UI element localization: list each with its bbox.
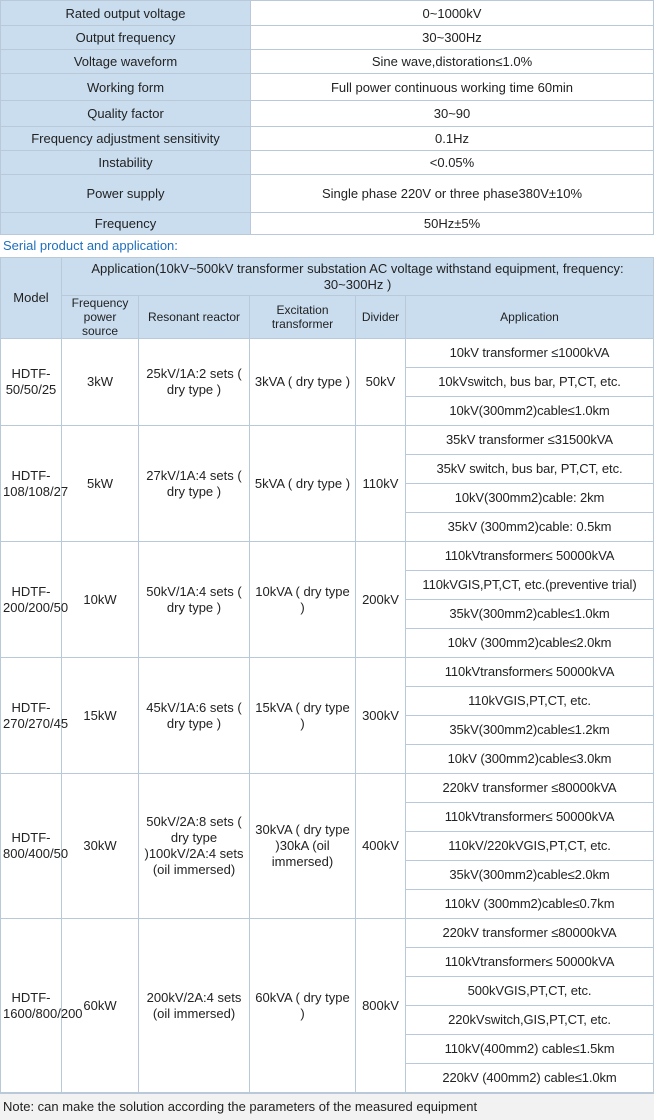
spec-value: Sine wave,distoration≤1.0% <box>251 50 654 74</box>
application-cell: 110kVtransformer≤ 50000kVA <box>406 948 654 977</box>
divider-cell: 400kV <box>356 774 406 919</box>
table-row <box>1 426 654 455</box>
model-cell: HDTF-270/270/45 <box>1 658 62 774</box>
power-source-header: Frequency power source <box>62 296 139 339</box>
application-cell: 35kV (300mm2)cable: 0.5km <box>406 513 654 542</box>
spec-row <box>1 26 654 50</box>
application-cell: 35kV(300mm2)cable≤1.2km <box>406 716 654 745</box>
spec-row <box>1 151 654 175</box>
application-cell: 10kVswitch, bus bar, PT,CT, etc. <box>406 368 654 397</box>
application-cell: 35kV(300mm2)cable≤1.0km <box>406 600 654 629</box>
reactor-cell: 25kV/1A:2 sets ( dry type ) <box>139 339 250 426</box>
header-row-group <box>1 258 654 296</box>
application-cell: 500kVGIS,PT,CT, etc. <box>406 977 654 1006</box>
note: Note: can make the solution according the parameters of the measured equipment <box>0 1093 654 1120</box>
application-cell: 110kVtransformer≤ 50000kVA <box>406 542 654 571</box>
application-group-header: Application(10kV~500kV transformer substation AC voltage withstand equipment, frequency: 30~300Hz ) <box>62 258 654 296</box>
excitation-cell: 3kVA ( dry type ) <box>250 339 356 426</box>
reactor-header: Resonant reactor <box>139 296 250 339</box>
application-cell: 110kVGIS,PT,CT, etc. <box>406 687 654 716</box>
spec-value: Single phase 220V or three phase380V±10% <box>251 175 654 213</box>
header-row-columns <box>1 296 654 339</box>
spec-value: 0~1000kV <box>251 1 654 26</box>
application-cell: 110kV (300mm2)cable≤0.7km <box>406 890 654 919</box>
application-cell: 10kV (300mm2)cable≤2.0km <box>406 629 654 658</box>
spec-value: 0.1Hz <box>251 127 654 151</box>
application-header: Application <box>406 296 654 339</box>
power-cell: 3kW <box>62 339 139 426</box>
application-cell: 35kV(300mm2)cable≤2.0km <box>406 861 654 890</box>
application-cell: 35kV switch, bus bar, PT,CT, etc. <box>406 455 654 484</box>
spec-label: Frequency <box>1 213 251 235</box>
spec-value: Full power continuous working time 60min <box>251 74 654 101</box>
divider-cell: 800kV <box>356 919 406 1093</box>
application-cell: 220kV transformer ≤80000kVA <box>406 919 654 948</box>
spec-value: <0.05% <box>251 151 654 175</box>
power-cell: 60kW <box>62 919 139 1093</box>
model-cell: HDTF-108/108/27 <box>1 426 62 542</box>
spec-row <box>1 1 654 26</box>
spec-value: 50Hz±5% <box>251 213 654 235</box>
spec-label: Working form <box>1 74 251 101</box>
spec-table <box>0 0 654 235</box>
excitation-cell: 10kVA ( dry type ) <box>250 542 356 658</box>
spec-label: Output frequency <box>1 26 251 50</box>
spec-label: Instability <box>1 151 251 175</box>
divider-cell: 200kV <box>356 542 406 658</box>
spec-row <box>1 213 654 235</box>
divider-cell: 300kV <box>356 658 406 774</box>
product-table-body <box>1 339 654 1093</box>
table-row <box>1 774 654 803</box>
model-header: Model <box>1 258 62 339</box>
section-title: Serial product and application: <box>0 235 654 257</box>
power-cell: 10kW <box>62 542 139 658</box>
spec-row <box>1 175 654 213</box>
divider-cell: 50kV <box>356 339 406 426</box>
spec-value: 30~300Hz <box>251 26 654 50</box>
spec-value: 30~90 <box>251 101 654 127</box>
spec-label: Power supply <box>1 175 251 213</box>
spec-label: Rated output voltage <box>1 1 251 26</box>
table-row <box>1 542 654 571</box>
product-table <box>0 257 654 1093</box>
excitation-cell: 60kVA ( dry type ) <box>250 919 356 1093</box>
application-cell: 110kVtransformer≤ 50000kVA <box>406 658 654 687</box>
model-cell: HDTF-50/50/25 <box>1 339 62 426</box>
application-cell: 110kVtransformer≤ 50000kVA <box>406 803 654 832</box>
excitation-header: Excitation transformer <box>250 296 356 339</box>
spec-label: Quality factor <box>1 101 251 127</box>
excitation-cell: 15kVA ( dry type ) <box>250 658 356 774</box>
spec-row <box>1 101 654 127</box>
model-cell: HDTF-1600/800/200 <box>1 919 62 1093</box>
table-row <box>1 658 654 687</box>
reactor-cell: 200kV/2A:4 sets (oil immersed) <box>139 919 250 1093</box>
spec-row <box>1 74 654 101</box>
model-cell: HDTF-200/200/50 <box>1 542 62 658</box>
application-cell: 110kV(400mm2) cable≤1.5km <box>406 1035 654 1064</box>
power-cell: 15kW <box>62 658 139 774</box>
application-cell: 110kV/220kVGIS,PT,CT, etc. <box>406 832 654 861</box>
divider-header: Divider <box>356 296 406 339</box>
power-cell: 30kW <box>62 774 139 919</box>
application-cell: 220kVswitch,GIS,PT,CT, etc. <box>406 1006 654 1035</box>
spec-row <box>1 50 654 74</box>
application-cell: 10kV(300mm2)cable≤1.0km <box>406 397 654 426</box>
reactor-cell: 50kV/1A:4 sets ( dry type ) <box>139 542 250 658</box>
model-cell: HDTF-800/400/50 <box>1 774 62 919</box>
reactor-cell: 27kV/1A:4 sets ( dry type ) <box>139 426 250 542</box>
spec-table-body <box>1 1 654 235</box>
divider-cell: 110kV <box>356 426 406 542</box>
reactor-cell: 50kV/2A:8 sets ( dry type )100kV/2A:4 sets (oil immersed) <box>139 774 250 919</box>
application-cell: 10kV (300mm2)cable≤3.0km <box>406 745 654 774</box>
reactor-cell: 45kV/1A:6 sets ( dry type ) <box>139 658 250 774</box>
spec-label: Voltage waveform <box>1 50 251 74</box>
application-cell: 10kV(300mm2)cable: 2km <box>406 484 654 513</box>
application-cell: 10kV transformer ≤1000kVA <box>406 339 654 368</box>
excitation-cell: 30kVA ( dry type )30kA (oil immersed) <box>250 774 356 919</box>
table-row <box>1 919 654 948</box>
application-cell: 110kVGIS,PT,CT, etc.(preventive trial) <box>406 571 654 600</box>
excitation-cell: 5kVA ( dry type ) <box>250 426 356 542</box>
spec-label: Frequency adjustment sensitivity <box>1 127 251 151</box>
application-cell: 220kV transformer ≤80000kVA <box>406 774 654 803</box>
table-row <box>1 339 654 368</box>
application-cell: 35kV transformer ≤31500kVA <box>406 426 654 455</box>
spec-row <box>1 127 654 151</box>
power-cell: 5kW <box>62 426 139 542</box>
application-cell: 220kV (400mm2) cable≤1.0km <box>406 1064 654 1093</box>
